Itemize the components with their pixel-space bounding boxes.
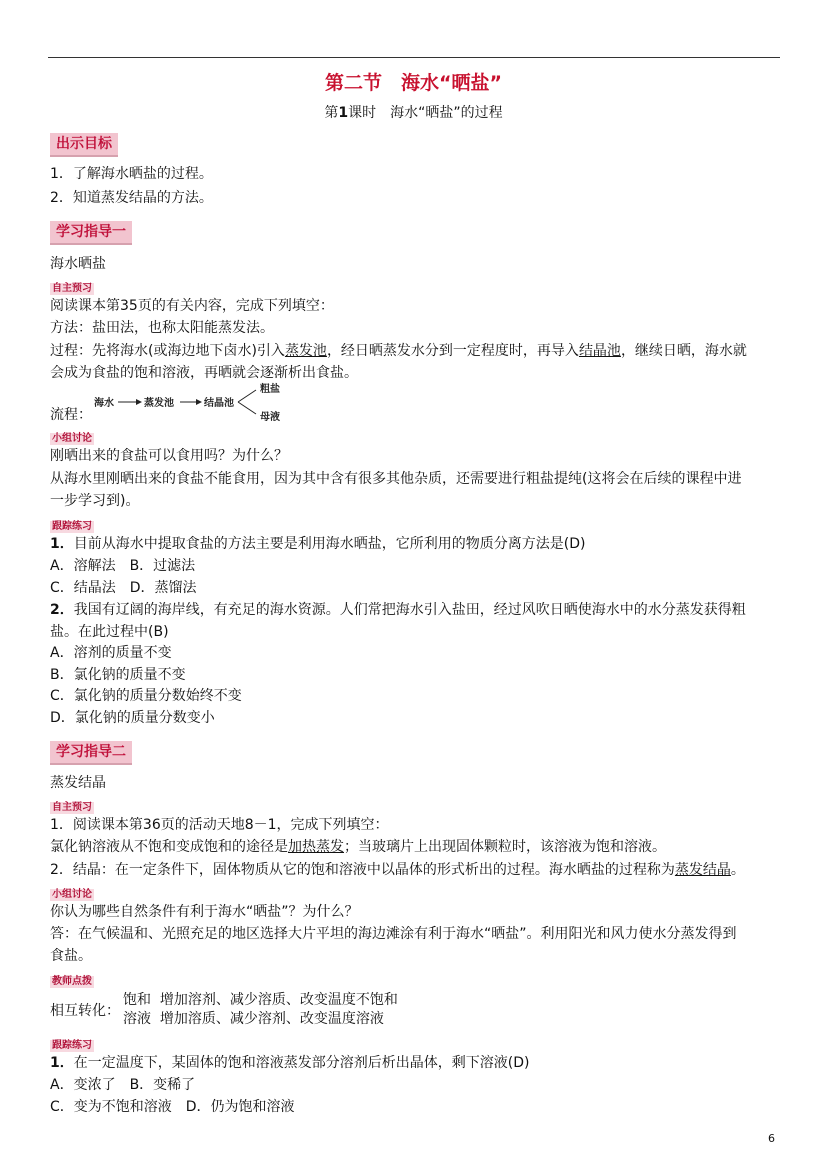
page-subtitle [0,102,827,122]
guide1-answer-line2: 一步学习到)。 [50,493,140,509]
guide2-question: 你认为哪些自然条件有利于海水“晒盐”？为什么？ [50,904,359,920]
top-rule [48,57,780,58]
l2-rest: ；当玻璃片上出现固体颗粒时，该溶液为饱和溶液。 [344,839,666,855]
flow-arrowhead-2 [196,399,202,405]
goal-tag: 出示目标 [50,133,118,157]
guide1-q2-option-a: A．溶剂的质量不变 [50,645,172,661]
guide1-discuss-tag: 小组讨论 [52,433,92,444]
guide2-line2 [50,837,666,857]
q2-text: 我国有辽阔的海岸线，有充足的海水资源。人们常把海水引入盐田，经过风吹日晒使海水中的水分蒸发获得粗 [73,602,746,618]
guide2-q1-options-2: C．变为不饱和溶液 D．仍为饱和溶液 [50,1099,295,1115]
mutual-label: 相互转化： [50,1003,120,1019]
process-text-a: 过程：先将海水(或海边地下卤水)引入 [50,343,285,359]
flow-node-evap: 蒸发池 [144,398,174,409]
process-text-b: ，经日晒蒸发水分到一定程度时，再导入 [326,343,579,359]
guide2-preview-tag: 自主预习 [52,802,92,813]
flow-branch-down [238,402,256,414]
conversion-bottom-text: 增加溶质、减少溶剂、改变温度溶液 [159,1011,384,1027]
guide2-topic: 蒸发结晶 [50,775,106,791]
guide1-process-line1 [50,341,747,361]
q2-number: 2． [50,602,74,618]
conversion-bottom [123,1009,384,1029]
guide1-q1-options-1: A．溶解法 B．过滤法 [50,558,196,574]
left-bottom-word: 溶液 [123,1011,151,1027]
page-number: 6 [768,1132,775,1145]
guide1-tag: 学习指导一 [50,221,132,245]
g2-q1-text: 在一定温度下，某固体的饱和溶液蒸发部分溶剂后析出晶体，剩下溶液(D) [73,1055,530,1071]
guide2-discuss-tag: 小组讨论 [52,889,92,900]
guide1-answer-line1: 从海水里刚晒出来的食盐不能食用，因为其中含有很多其他杂质，还需要进行粗盐提纯(这将会在后续的课程中进 [50,471,742,487]
g2-q1-number: 1． [50,1055,74,1071]
guide1-q2 [50,600,746,620]
conversion-top [123,990,398,1010]
guide2-q1-options-1: A．变浓了 B．变稀了 [50,1077,196,1093]
flow-diagram [92,380,312,426]
guide1-preview-tag: 自主预习 [52,283,92,294]
conversion-top-text: 增加溶剂、减少溶质、改变温度不饱和 [159,992,398,1008]
goal-item-1: 1．了解海水晒盐的过程。 [50,166,213,182]
l3-text: 2．结晶：在一定条件下，固体物质从它的饱和溶液中以晶体的形式析出的过程。海水晒盐的过程称为 [50,862,675,878]
guide1-practice-tag: 跟踪练习 [52,521,92,532]
guide1-process-line2: 会成为食盐的饱和溶液，再晒就会逐渐析出食盐。 [50,365,358,381]
guide2-line1: 1．阅读课本第36页的活动天地8－1，完成下列填空： [50,817,389,833]
guide1-q2-option-b: B．氯化钠的质量不变 [50,667,186,683]
q1-number: 1． [50,536,74,552]
flow-branch-up [238,390,256,402]
guide2-q1 [50,1053,529,1073]
guide1-q2-line2: 盐。在此过程中(B) [50,624,169,640]
flow-node-crude-salt: 粗盐 [260,384,280,395]
subtitle-num: 1 [338,105,349,121]
goal-item-2: 2．知道蒸发结晶的方法。 [50,190,213,206]
guide1-read: 阅读课本第35页的有关内容，完成下列填空： [50,298,334,314]
guide2-practice-tag: 跟踪练习 [52,1040,92,1051]
flow-arrowhead-1 [136,399,142,405]
l2-blank: 加热蒸发 [288,839,344,855]
flow-node-cryst: 结晶池 [204,398,234,409]
subtitle-prefix: 第 [324,105,339,121]
process-text-c: ，继续日晒，海水就 [620,343,747,359]
guide1-q2-option-c: C．氯化钠的质量分数始终不变 [50,688,242,704]
guide1-method: 方法：盐田法，也称太阳能蒸发法。 [50,320,274,336]
l2-text: 氯化钠溶液从不饱和变成饱和的途径是 [50,839,288,855]
flow-node-seawater: 海水 [94,398,114,409]
subtitle-rest: 课时 海水“晒盐”的过程 [348,105,503,121]
guide2-answer-line1: 答：在气候温和、光照充足的地区选择大片平坦的海边滩涂有利于海水“晒盐”。利用阳光和风力使水分蒸发得到 [50,926,737,942]
guide1-q1 [50,534,585,554]
process-blank-1: 蒸发池 [284,343,327,359]
guide1-q1-options-2: C．结晶法 D．蒸馏法 [50,580,197,596]
guide1-q2-option-d: D．氯化钠的质量分数变小 [50,710,215,726]
guide2-teacher-tag: 教师点拨 [52,976,92,987]
q1-text: 目前从海水中提取食盐的方法主要是利用海水晒盐，它所利用的物质分离方法是(D) [73,536,586,552]
guide2-tag: 学习指导二 [50,741,132,765]
guide2-line3 [50,860,745,880]
guide1-question: 刚晒出来的食盐可以食用吗？为什么？ [50,448,288,464]
process-blank-2: 结晶池 [578,343,621,359]
page-title: 第二节 海水“晒盐” [325,72,502,94]
flow-node-mother-liquor: 母液 [260,412,280,423]
l3-blank: 蒸发结晶 [674,862,731,878]
l3-end: 。 [730,862,745,878]
guide2-answer-line2: 食盐。 [50,948,92,964]
left-top-word: 饱和 [123,992,151,1008]
guide1-topic: 海水晒盐 [50,256,106,272]
flow-label: 流程： [50,407,92,423]
